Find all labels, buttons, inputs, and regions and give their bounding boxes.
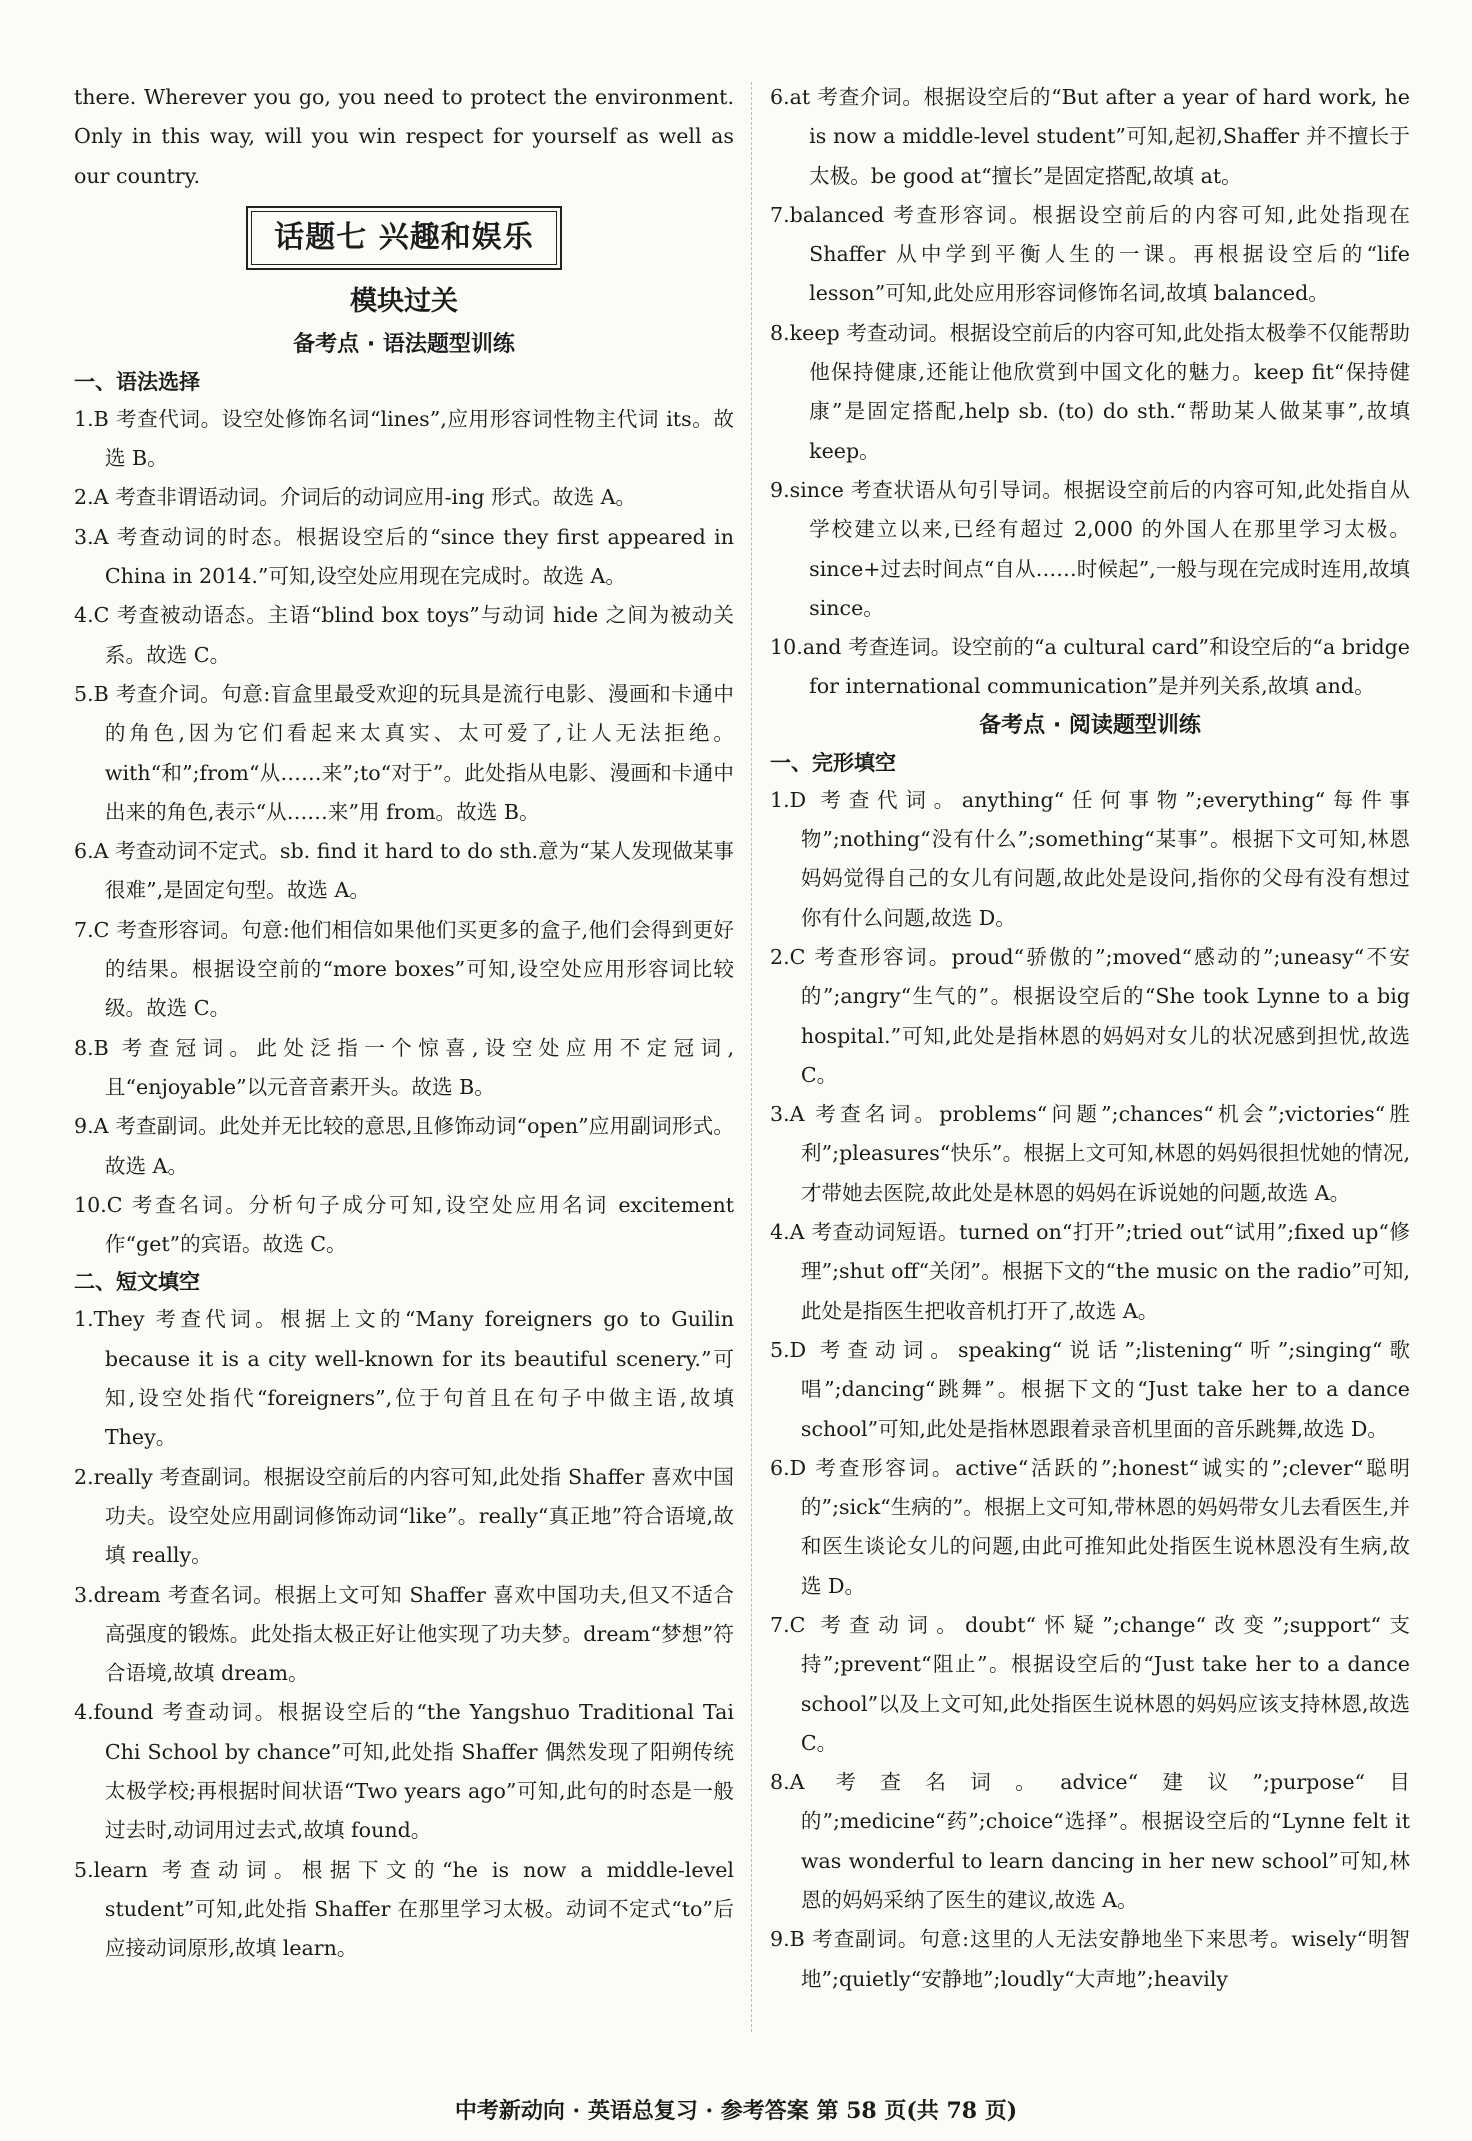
answer-item: 7.C 考查形容词。句意:他们相信如果他们买更多的盒子,他们会得到更好的结果。根据设空前的“more boxes”可知,设空处应用形容词比较级。故选 C。 <box>74 917 734 1021</box>
grammar-heading: 备考点 · 语法题型训练 <box>293 331 515 357</box>
answer-item: 9.A 考查副词。此处并无比较的意思,且修饰动词“open”应用副词形式。故选 A。 <box>74 1114 734 1178</box>
answer-item: 1.B 考查代词。设空处修饰名词“lines”,应用形容词性物主代词 its。故选 B。 <box>74 406 734 471</box>
answer-item: 2.C 考查形容词。proud“骄傲的”;moved“感动的”;uneasy“不安的”;angry“生气的”。根据设空后的“She took Lynne to a big hospital.”可知,此处是指林恩的妈妈对女儿的状况感到担忧,故选 C。 <box>770 944 1410 1087</box>
intro-continuation: there. Wherever you go, you need to protect the environment. Only in this way, will you win respect for yourself as well as our country. <box>74 85 734 188</box>
answer-item: 5.learn 考查动词。根据下文的“he is now a middle-level student”可知,此处指 Shaffer 在那里学习太极。动词不定式“to”后应接动词原形,故填 learn。 <box>74 1857 734 1961</box>
answer-item: 9.since 考查状语从句引导词。根据设空前后的内容可知,此处指自从学校建立以来,已经有超过 2,000 的外国人在那里学习太极。since+过去时间点“自从……时候起”,一般与现在完成时连用,故填 since。 <box>770 477 1410 620</box>
answer-item: 7.C 考查动词。doubt“怀疑”;change“改变”;support“支持”;prevent“阻止”。根据设空后的“Just take her to a dance school”以及上文可知,此处指医生说林恩的妈妈应该支持林恩,故选 C。 <box>770 1612 1410 1755</box>
section-cloze-fill-title: 二、短文填空 <box>74 1270 200 1295</box>
answer-item: 2.A 考查非谓语动词。介词后的动词应用-ing 形式。故选 A。 <box>74 485 637 510</box>
answer-item: 4.found 考查动词。根据设空后的“the Yangshuo Traditional Tai Chi School by chance”可知,此处指 Shaffer 偶然发现了阳朔传统太极学校;再根据时间状语“Two years ago”可知,此句的时态是一般过去时,动词用过去式,故填 found。 <box>74 1700 734 1843</box>
left-column <box>74 78 734 1968</box>
cloze-fill-list-continued <box>770 78 1410 707</box>
column-divider <box>751 82 752 2032</box>
answer-item: 1.They 考查代词。根据上文的“Many foreigners go to Guilin because it is a city well-known for its beautiful scenery.”可知,设空处指代“foreigners”,位于句首且在句子中做主语,故填 They。 <box>74 1307 734 1450</box>
answer-item: 5.B 考查介词。句意:盲盒里最受欢迎的玩具是流行电影、漫画和卡通中的角色,因为它们看起来太真实、太可爱了,让人无法拒绝。with“和”;from“从……来”;to“对于”。此处指从电影、漫画和卡通中出来的角色,表示“从……来”用 from。故选 B。 <box>74 681 734 824</box>
topic-title-box <box>74 206 734 270</box>
answer-item: 9.B 考查副词。句意:这里的人无法安静地坐下来思考。wisely“明智地”;quietly“安静地”;loudly“大声地”;heavily <box>770 1927 1410 1991</box>
answer-item: 3.A 考查名词。problems“问题”;chances“机会”;victories“胜利”;pleasures“快乐”。根据上文可知,林恩的妈妈很担忧她的情况,才带她去医院,故此处是林恩的妈妈在诉说她的问题,故选 A。 <box>770 1102 1410 1205</box>
page-footer: 中考新动向 · 英语总复习 · 参考答案 第 58 页(共 78 页) <box>454 2098 1018 2124</box>
cloze-answer-list <box>770 781 1410 1999</box>
answer-item: 4.A 考查动词短语。turned on“打开”;tried out“试用”;fixed up“修理”;shut off“关闭”。根据下文的“the music on the radio”可知,此处是指医生把收音机打开了,故选 A。 <box>770 1220 1410 1323</box>
reading-heading: 备考点 · 阅读题型训练 <box>979 712 1201 738</box>
module-title: 模块过关 <box>350 285 458 317</box>
answer-item: 1.D 考查代词。anything“任何事物”;everything“每件事物”;nothing“没有什么”;something“某事”。根据下文可知,林恩妈妈觉得自己的女儿有问题,故此处是设问,指你的父母有没有想过你有什么问题,故选 D。 <box>770 787 1410 930</box>
answer-item: 2.really 考查副词。根据设空前后的内容可知,此处指 Shaffer 喜欢中国功夫。设空处应用副词修饰动词“like”。really“真正地”符合语境,故填 really。 <box>74 1464 734 1568</box>
cloze-fill-list <box>74 1300 734 1968</box>
answer-item: 4.C 考查被动语态。主语“blind box toys”与动词 hide 之间为被动关系。故选 C。 <box>74 603 734 667</box>
answer-item: 10.C 考查名词。分析句子成分可知,设空处应用名词 excitement 作“get”的宾语。故选 C。 <box>74 1192 734 1257</box>
answer-item: 7.balanced 考查形容词。根据设空前后的内容可知,此处指现在 Shaffer 从中学到平衡人生的一课。再根据设空后的“life lesson”可知,此处应用形容词修饰名词,故填 balanced。 <box>770 202 1410 306</box>
answer-item: 3.A 考查动词的时态。根据设空后的“since they first appeared in China in 2014.”可知,设空处应用现在完成时。故选 A。 <box>74 524 734 589</box>
grammar-choice-list <box>74 400 734 1265</box>
section-grammar-choice-title: 一、语法选择 <box>74 369 200 394</box>
answer-item: 5.D 考查动词。speaking“说话”;listening“听”;singing“歌唱”;dancing“跳舞”。根据下文的“Just take her to a dance school”可知,此处是指林恩跟着录音机里面的音乐跳舞,故选 D。 <box>770 1337 1410 1441</box>
answer-item: 10.and 考查连词。设空前的“a cultural card”和设空后的“a bridge for international communication”是并列关系,故填 and。 <box>770 635 1410 699</box>
answer-item: 3.dream 考查名词。根据上文可知 Shaffer 喜欢中国功夫,但又不适合高强度的锻炼。此处指太极正好让他实现了功夫梦。dream“梦想”符合语境,故填 dream。 <box>74 1582 734 1686</box>
answer-item: 6.at 考查介词。根据设空后的“But after a year of hard work, he is now a middle-level student”可知,起初,Shaffer 并不擅长于太极。be good at“擅长”是固定搭配,故填 at。 <box>770 85 1410 188</box>
answer-item: 6.D 考查形容词。active“活跃的”;honest“诚实的”;clever“聪明的”;sick“生病的”。根据上文可知,带林恩的妈妈带女儿去看医生,并和医生谈论女儿的问题,由此可推知此处指医生说林恩没有生病,故选 D。 <box>770 1455 1410 1598</box>
topic-title: 话题七 兴趣和娱乐 <box>251 211 556 265</box>
section-cloze-title: 一、完形填空 <box>770 750 896 775</box>
answer-item: 6.A 考查动词不定式。sb. find it hard to do sth.意为“某人发现做某事很难”,是固定句型。故选 A。 <box>74 839 734 903</box>
answer-item: 8.keep 考查动词。根据设空前后的内容可知,此处指太极拳不仅能帮助他保持健康,还能让他欣赏到中国文化的魅力。keep fit“保持健康”是固定搭配,help sb. (to) do sth.“帮助某人做某事”,故填 keep。 <box>770 320 1410 463</box>
answer-item: 8.B 考查冠词。此处泛指一个惊喜,设空处应用不定冠词,且“enjoyable”以元音音素开头。故选 B。 <box>74 1035 734 1099</box>
answer-item: 8.A 考查名词。advice“建议”;purpose“目的”;medicine“药”;choice“选择”。根据设空后的“Lynne felt it was wonderful to learn dancing in her new school”可知,林恩的妈妈采纳了医生的建议,故选 A。 <box>770 1770 1410 1913</box>
right-column <box>770 78 1410 1999</box>
